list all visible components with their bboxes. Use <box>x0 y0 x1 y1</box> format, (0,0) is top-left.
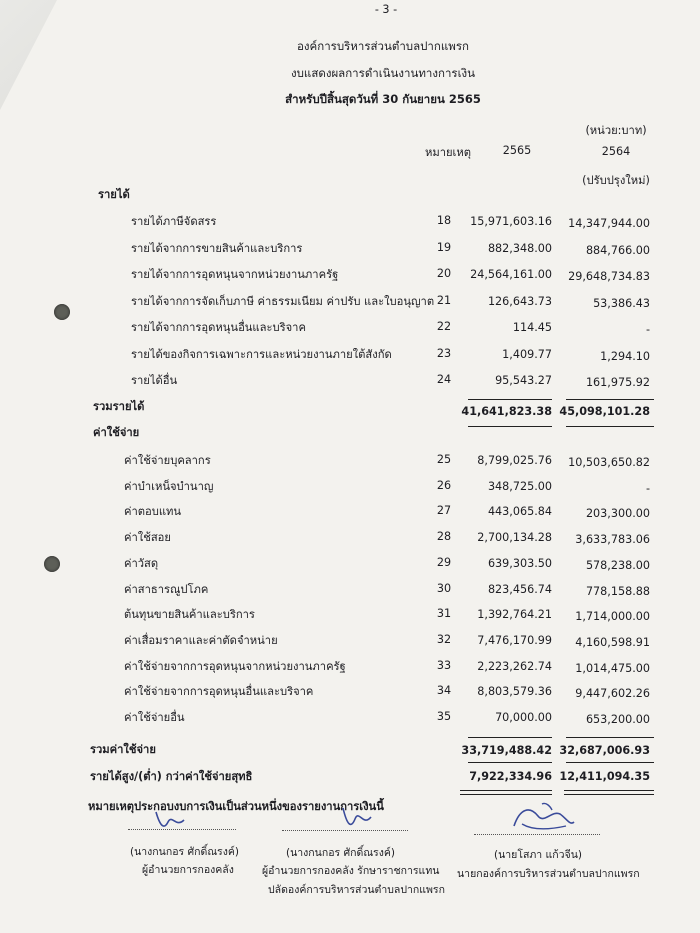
double-rule <box>460 790 552 795</box>
expense-row-2564: 778,158.88 <box>585 584 650 598</box>
expense-row-2564: 9,447,602.26 <box>575 687 650 701</box>
revenue-row-2564: 29,648,734.83 <box>568 270 650 283</box>
expense-total-label: รวมค่าใช้จ่าย <box>90 743 156 756</box>
revenue-row-2565: 882,348.00 <box>487 241 552 255</box>
expense-row-2564: 4,160,598.91 <box>575 635 650 649</box>
signer-3-name: (นายโสภา แก้วจีน) <box>494 849 582 861</box>
revenue-total-label: รวมรายได้ <box>93 400 145 413</box>
revenue-row-note: 18 <box>436 214 452 227</box>
punch-hole-icon <box>54 304 70 320</box>
net-2565: 7,922,334.96 <box>469 770 552 783</box>
revenue-row-label: รายได้จากการขายสินค้าและบริการ <box>131 241 303 255</box>
expense-row-2564: - <box>645 481 650 495</box>
signature-line <box>128 829 236 830</box>
signature-line <box>282 830 408 831</box>
expense-row-label: ค่าบำเหน็จบำนาญ <box>124 479 214 493</box>
signer-2-name: (นางกนกอร ศักดิ์ณรงค์) <box>286 847 395 859</box>
page-number: - 3 - <box>374 3 398 16</box>
revenue-row-note: 19 <box>436 240 452 254</box>
col-2564-header: 2564 <box>601 145 631 158</box>
expense-row-2565: 2,223,262.74 <box>477 659 552 673</box>
revenue-row-2564: - <box>645 323 650 336</box>
expense-row-2565: 1,392,764.21 <box>477 608 552 622</box>
expense-row-note: 25 <box>436 453 452 466</box>
double-rule <box>564 790 654 795</box>
col-note-header: หมายเหตุ <box>424 146 472 159</box>
expense-row-2565: 8,799,025.76 <box>477 454 552 467</box>
total-rule <box>468 762 552 763</box>
col-2565-header: 2565 <box>502 144 532 157</box>
revenue-row-label: รายได้ภาษีจัดสรร <box>131 215 217 228</box>
expense-row-2565: 348,725.00 <box>487 479 552 493</box>
expense-row-2565: 443,065.84 <box>487 505 552 519</box>
net-2564: 12,411,094.35 <box>559 770 650 783</box>
signer-1-name: (นางกนกอร ศักดิ์ณรงค์) <box>130 846 239 858</box>
expense-row-note: 27 <box>436 504 452 518</box>
punch-hole-icon <box>44 556 60 572</box>
statement-title: งบแสดงผลการดำเนินงานทางการเงิน <box>291 66 475 80</box>
revenue-row-2565: 126,643.73 <box>487 294 552 308</box>
revenue-row-note: 22 <box>436 320 452 333</box>
revenue-row-2565: 24,564,161.00 <box>470 268 552 281</box>
expense-row-note: 26 <box>436 478 452 492</box>
total-rule <box>468 426 552 427</box>
revenue-row-2564: 1,294.10 <box>600 349 650 363</box>
signer-2-title: ผู้อำนวยการกองคลัง รักษาราชการแทน <box>262 865 440 877</box>
expense-row-2564: 1,714,000.00 <box>575 610 650 624</box>
expense-row-label: ค่าใช้จ่ายอื่น <box>124 711 185 724</box>
expense-row-2564: 10,503,650.82 <box>568 456 650 469</box>
expense-row-note: 30 <box>436 581 452 595</box>
signer-1-title: ผู้อำนวยการกองคลัง <box>142 864 234 876</box>
revenue-row-note: 24 <box>436 373 452 386</box>
revenue-row-note: 23 <box>436 346 452 360</box>
expense-row-note: 34 <box>436 684 452 698</box>
revenue-row-2564: 14,347,944.00 <box>568 217 650 230</box>
revenue-row-label: รายได้ของกิจการเฉพาะการและหน่วยงานภายใต้สังกัด <box>131 347 392 361</box>
signer-2-title2: ปลัดองค์การบริหารส่วนตำบลปากแพรก <box>268 884 445 896</box>
subtotal-rule <box>468 399 552 400</box>
expense-row-label: ค่าใช้จ่ายบุคลากร <box>124 454 211 467</box>
revenue-row-note: 20 <box>436 267 452 280</box>
revenue-total-2565: 41,641,823.38 <box>461 405 552 418</box>
revenue-row-2565: 1,409.77 <box>502 347 552 361</box>
expense-row-note: 33 <box>436 658 452 672</box>
revenue-row-label: รายได้อื่น <box>131 374 178 387</box>
signature-scribble-2 <box>335 805 375 833</box>
expense-row-2564: 653,200.00 <box>585 713 650 726</box>
signature-line <box>474 834 600 835</box>
revenue-total-2564: 45,098,101.28 <box>559 405 650 418</box>
footnote: หมายเหตุประกอบงบการเงินเป็นส่วนหนึ่งของรายงานการเงินนี้ <box>88 800 384 813</box>
org-name: องค์การบริหารส่วนตำบลปากแพรก <box>297 39 469 53</box>
revenue-row-label: รายได้จากการอุดหนุนอื่นและบริจาค <box>131 321 306 334</box>
expense-row-2565: 8,803,579.36 <box>477 685 552 699</box>
expense-row-2564: 1,014,475.00 <box>575 661 650 675</box>
expense-row-label: ค่าสาธารณูปโภค <box>124 582 209 596</box>
subtotal-rule <box>468 737 552 738</box>
expense-row-label: ค่าวัสดุ <box>124 556 159 570</box>
total-rule <box>566 426 654 427</box>
revenue-row-label: รายได้จากการจัดเก็บภาษี ค่าธรรมเนียม ค่าปรับ และใบอนุญาต <box>131 294 435 308</box>
revenue-heading: รายได้ <box>98 188 130 201</box>
expense-row-2565: 639,303.50 <box>487 556 552 570</box>
revenue-row-note: 21 <box>436 293 452 307</box>
signature-scribble-3 <box>508 800 578 836</box>
signer-3-title: นายกองค์การบริหารส่วนตำบลปากแพรก <box>457 868 640 880</box>
col-2564-subheader: (ปรับปรุงใหม่) <box>582 174 650 187</box>
net-label: รายได้สูง/(ต่ำ) กว่าค่าใช้จ่ายสุทธิ <box>90 770 253 783</box>
expense-row-2565: 823,456.74 <box>487 582 552 596</box>
expense-row-note: 31 <box>436 607 452 621</box>
expense-total-2565: 33,719,488.42 <box>461 744 552 757</box>
expense-row-2565: 70,000.00 <box>495 711 552 724</box>
expense-row-2565: 2,700,134.28 <box>477 531 552 545</box>
revenue-row-2565: 114.45 <box>512 321 552 334</box>
subtotal-rule <box>566 737 654 738</box>
revenue-row-2565: 95,543.27 <box>495 374 552 387</box>
unit-label: (หน่วย:บาท) <box>585 124 647 137</box>
expense-row-note: 35 <box>436 710 452 723</box>
expense-total-2564: 32,687,006.93 <box>559 744 650 757</box>
expense-row-label: ค่าเสื่อมราคาและค่าตัดจำหน่าย <box>124 633 278 647</box>
expense-row-label: ต้นทุนขายสินค้าและบริการ <box>124 608 255 622</box>
expense-row-note: 28 <box>436 530 452 544</box>
expense-row-note: 29 <box>436 555 452 569</box>
expense-row-2565: 7,476,170.99 <box>477 633 552 647</box>
total-rule <box>566 762 654 763</box>
expense-row-2564: 3,633,783.06 <box>575 533 650 547</box>
expense-row-label: ค่าใช้จ่ายจากการอุดหนุนอื่นและบริจาค <box>124 685 314 699</box>
expense-row-label: ค่าใช้สอย <box>124 531 171 545</box>
expense-row-label: ค่าใช้จ่ายจากการอุดหนุนจากหน่วยงานภาครัฐ <box>124 659 346 673</box>
signature-scribble-1 <box>150 808 190 834</box>
expense-row-2564: 578,238.00 <box>585 558 650 572</box>
revenue-row-2565: 15,971,603.16 <box>470 215 552 228</box>
subtotal-rule <box>566 399 654 400</box>
revenue-row-2564: 884,766.00 <box>585 243 650 257</box>
revenue-row-2564: 161,975.92 <box>585 376 650 389</box>
expense-heading: ค่าใช้จ่าย <box>93 426 140 439</box>
revenue-row-2564: 53,386.43 <box>593 296 650 310</box>
expense-row-note: 32 <box>436 632 452 646</box>
revenue-row-label: รายได้จากการอุดหนุนจากหน่วยงานภาครัฐ <box>131 268 339 281</box>
statement-period: สำหรับปีสิ้นสุดวันที่ 30 กันยายน 2565 <box>285 92 481 106</box>
expense-row-2564: 203,300.00 <box>585 507 650 521</box>
expense-row-label: ค่าตอบแทน <box>124 505 182 519</box>
